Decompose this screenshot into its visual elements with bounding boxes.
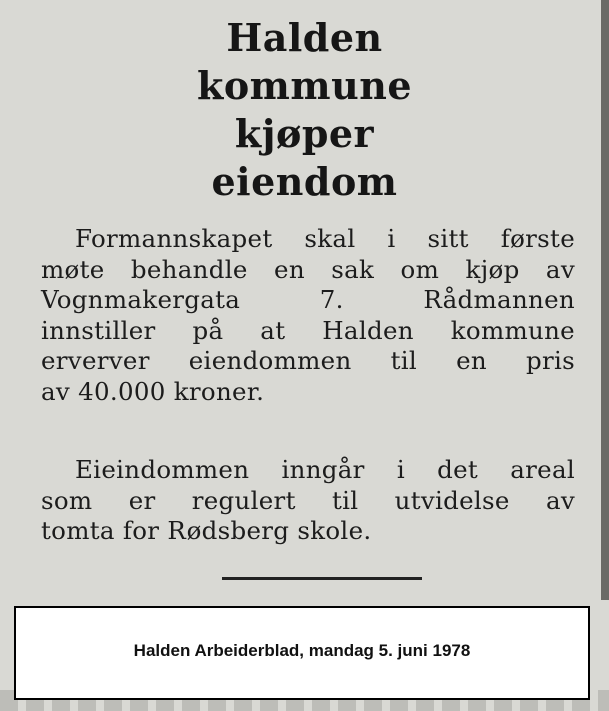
paragraph-line: Eieindommen inngår i det areal — [75, 455, 575, 484]
paragraph-line: innstiller på at Halden kommune — [41, 315, 575, 345]
paragraph-line: tomta for Rødsberg skole. — [41, 516, 372, 545]
paragraph-line: møte behandle en sak om kjøp av — [41, 254, 575, 284]
headline-line: kjøper — [234, 111, 375, 156]
paragraph-line: Formannskapet skal i sitt første — [75, 224, 575, 253]
source-caption: Halden Arbeiderblad, mandag 5. juni 1978 — [133, 641, 471, 660]
article-paragraph-1 — [41, 224, 575, 407]
headline-line: kommune — [196, 63, 413, 108]
article-headline — [0, 14, 609, 206]
source-caption-box — [14, 606, 590, 700]
paragraph-line: av 40.000 kroner. — [41, 376, 265, 406]
article-end-rule — [222, 577, 422, 580]
paragraph-line: erverver eiendommen til en pris — [41, 346, 575, 375]
headline-line: eiendom — [211, 159, 398, 204]
paragraph-line: Vognmakergata 7. Rådmannen — [41, 285, 575, 314]
article-paragraph-2 — [41, 455, 575, 547]
headline-line: Halden — [226, 15, 383, 60]
paragraph-line: som er regulert til utvidelse av — [41, 485, 575, 515]
